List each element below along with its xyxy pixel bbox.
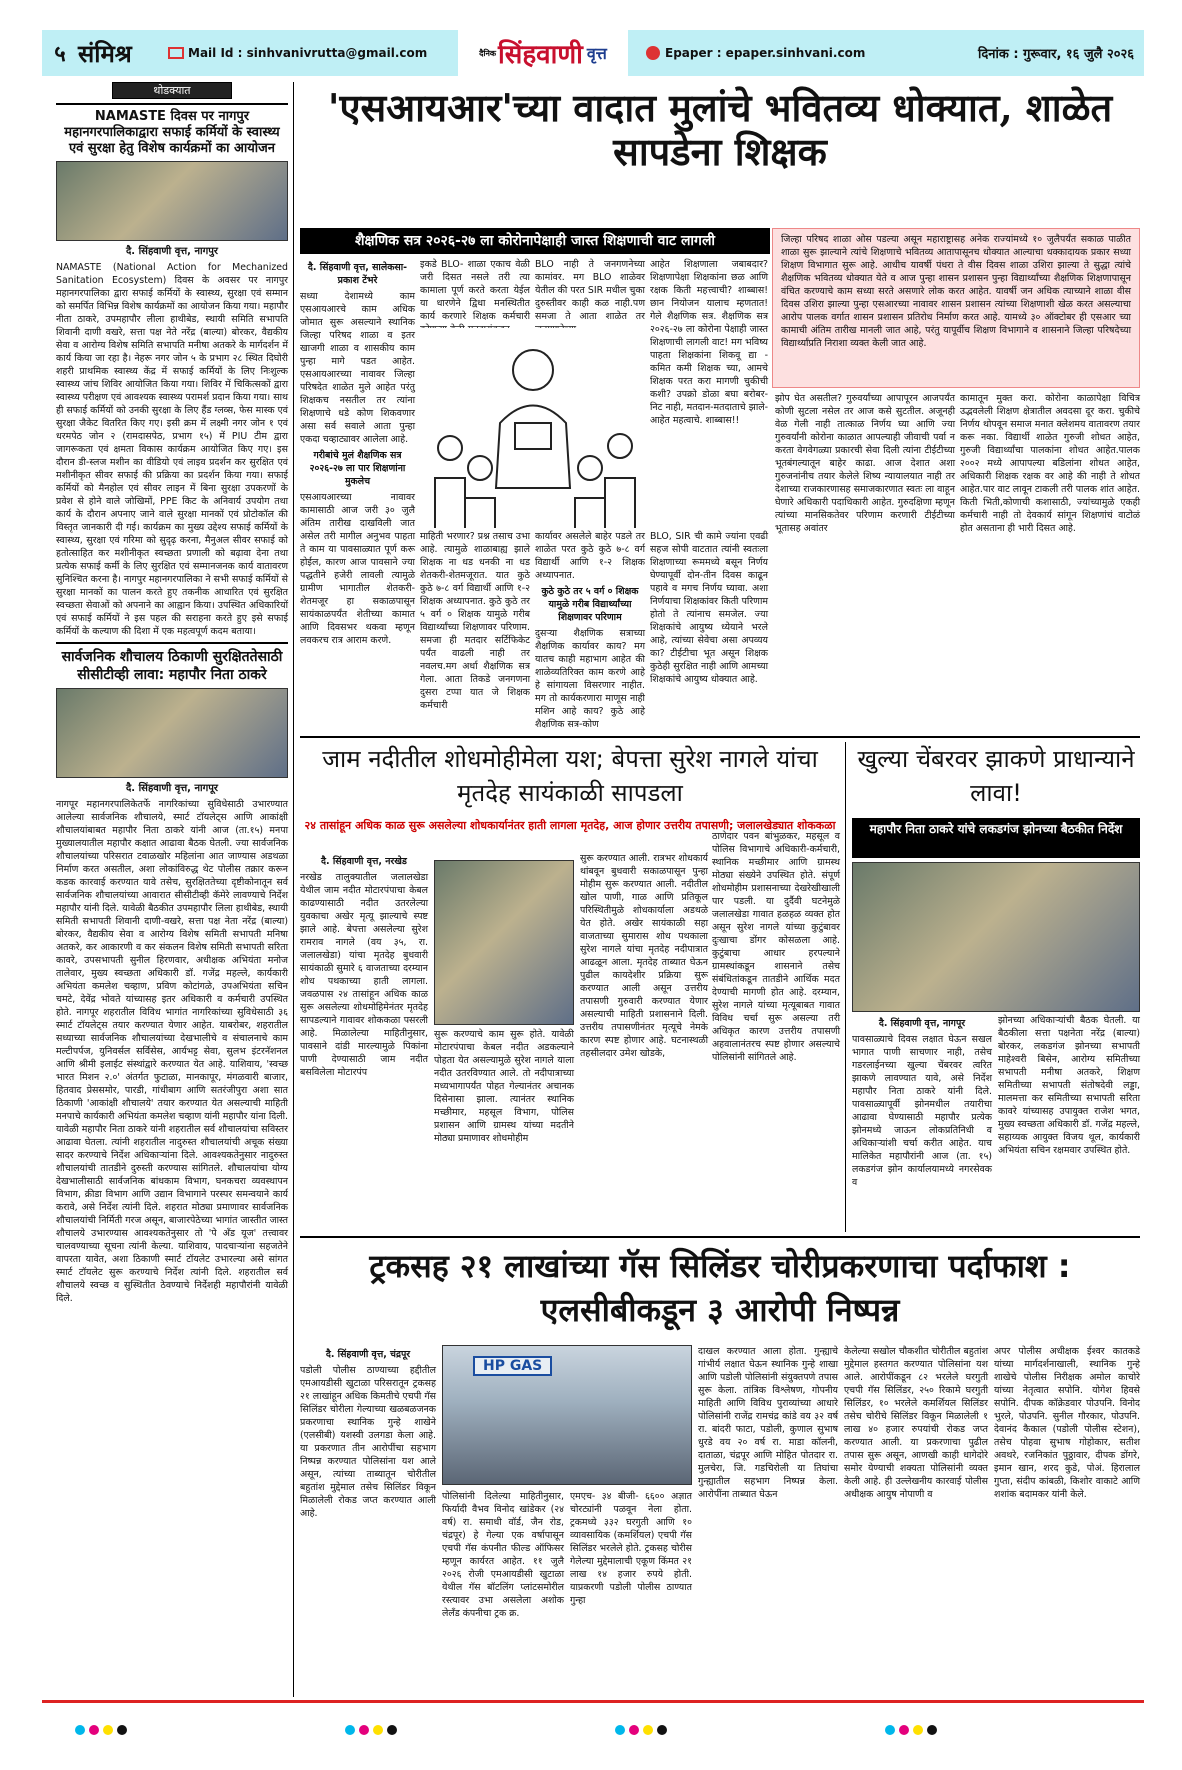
lead-col-4b: BLO, SIR ची कामे ज्यांना एवढी सहज सोपी वाटतात त्यांनी स्वतःला शिक्षणाच्या रूममध्ये बसून निर्णय घेण्यापूर्वी दोन-तीन दिवस काढून पहावे व मगच निर्णय घ्यावा. अशा निर्णयाचा शिक्षकांवर किती परिणाम होतो ते त्यांनाच समजेल. ज्या शिक्षकांचे आयुष्य ध्येयाने भरले आहे, त्यांच्या सेवेचा असा अपव्यय का? टीईटीचा भूत असून शिक्षक कुठेही सुरक्षित नाही आणि आमच्या शिक्षकांचे आयुष्य धोक्यात आहे.	[650, 531, 768, 685]
jam-col-4: ठाणेदार पवन बांभुळकर, महसूल व पोलिस विभागाचे अधिकारी-कर्मचारी, स्थानिक मच्छीमार आणि ग्रामस्थ मोठ्या संख्येने उपस्थित होते. संपूर्ण शोधमोहीम प्रशासनाच्या देखरेखीखाली पार पडली. या दुर्दैवी घटनेमुळे जलालखेडा गावात हळहळ व्यक्त होत असून सुरेश नागले यांच्या कुटुंबावर दुःखाचा डोंगर कोसळला आहे. कुटुंबाचा आधार हरपल्याने ग्रामस्थांकडून शासनाने तसेच संबंधितांकडून तातडीने आर्थिक मदत देण्याची मागणी होत आहे. दरम्यान, सुरेश नागले यांच्या मृत्यूबाबत गावात विविध चर्चा सुरू असल्या तरी अधिकृत कारण उत्तरीय तपासणी अहवालानंतरच स्पष्ट होणार असल्याचे पोलिसांनी सांगितले आहे.	[712, 831, 840, 1063]
column-divider	[845, 742, 846, 1232]
article-text: नरखेड तालुक्यातील जलालखेडा येथील जाम नदीत मोटारपंपाचा केबल काढण्यासाठी नदीत उतरलेल्या युवकाचा अखेर मृत्यू झाल्याचे स्पष्ट झाले आहे. बेपत्ता असलेल्या सुरेश रामराव नागले (वय ३५, रा. जलालखेडा) यांचा मृतदेह बुधवारी सायंकाळी सुमारे ६ वाजताच्या दरम्यान शोध पथकाच्या हाती लागला. जवळपास २४ तासांहून अधिक काळ सुरू असलेल्या शोधमोहिमेनंतर मृतदेह सापडल्याने गावावर शोककळा पसरली आहे. मिळालेल्या माहितीनुसार, पावसाने दांडी मारल्यामुळे पिकांना पाणी देण्यासाठी जाम नदीत बसविलेला मोटारपंप	[300, 872, 428, 1078]
article-text: पडोली पोलीस ठाण्याच्या हद्दीतील एमआयडीसी खुटाळा परिसरातून ट्रकसह २१ लाखांहून अधिक किमतीचे एचपी गॅस सिलिंडर चोरीला गेल्याच्या खळबळजनक प्रकरणाचा स्थानिक गुन्हे शाखेने (एलसीबी) यशस्वी उलगडा केला आहे. या प्रकरणात तीन आरोपींचा सहभाग निष्पन्न करण्यात पोलिसांना यश आले असून, त्यांच्या ताब्यातून चोरीतील बहुतांश मुद्देमाल तसेच सिलिंडर विकून मिळालेली रोकड जप्त करण्यात आली आहे.	[300, 1365, 436, 1519]
kicker: थोडक्यात	[112, 82, 232, 99]
footer-rule	[42, 1700, 1144, 1703]
article-text: पावसाळ्याचे दिवस लक्षात घेऊन सखल भागात पाणी साचणार नाही, तसेच गडरलाईनच्या खुल्या चेंबरवर त्वरित झाकणे लावण्यात यावे, असे निर्देश महापौर निता ठाकरे यांनी दिले. पावसाळ्यापूर्वी झोनमधील तयारीचा आढावा घेण्यासाठी महापौर प्रत्येक झोनमध्ये जाऊन लोकप्रतिनिधी व अधिकाऱ्यांशी चर्चा करीत आहेत. याच मालिकेत महापौरांनी आज (ता. १५) लकडगंज झोन कार्यालयामध्ये नगरसेवक व	[852, 1034, 992, 1188]
article-body: NAMASTE (National Action for Mechanized Sanitation Ecosystem) दिवस के अवसर पर नागपुर महानगरपालिका द्वारा सफाई कर्मियों के स्वास्थ्य, सुरक्षा एवं सम्मान को समर्पित विभिन्न विशेष कार्यक्रमों का आयोजन किया गया। महापौर नीता ठाकरे, उपमहापौर लीला हाथीबेड, स्थायी समिति सभापति शिवानी दाणी वखरे, सत्ता पक्ष नेते नरेंद्र (बाल्या) बोरकर, वैद्यकीय सेवा व आरोग्य विशेष समिति सभापति मनीषा अतकरे के मार्गदर्शन में कार्य किया जा रहा है। नेहरू नगर जोन ५ के प्रभाग २८ स्थित दिघोरी शहरी प्राथमिक स्वास्थ्य केंद्र में सफाई कर्मियों के लिए निःशुल्क स्वास्थ्य जांच शिविर आयोजित किया गया। शिविर में चिकित्सकों द्वारा स्वास्थ्य परीक्षण एवं आवश्यक स्वास्थ्य परामर्श प्रदान किया गया। साथ ही सफाई कर्मियों को उनकी सुरक्षा के लिए हैंड ग्लव्स, फेस मास्क एवं सुरक्षा जैकेट वितरित किए गए। इसी क्रम में लक्ष्मी नगर जोन १ एवं धरमपेठ जोन २ (रामदासपेठ, प्रभाग १५) में PIU टीम द्वारा जागरूकता एवं क्षमता विकास कार्यक्रम आयोजित किए गए। इस दौरान डी-स्लज मशीन का वीडियो एवं लाइव प्रदर्शन कर सुरक्षित एवं मशीनीकृत सीवर सफाई की प्रक्रिया का प्रदर्शन किया गया। सफाई कर्मियों को मैनहोल एवं सीवर लाइन में बिना सुरक्षा उपकरणों के प्रवेश से होने वाले जोखिमों, PPE किट के अनिवार्य उपयोग तथा कार्य के दौरान अपनाए जाने वाले सुरक्षा मानकों एवं प्रोटोकॉल की विस्तृत जानकारी दी गई। कार्यक्रम का मुख्य उद्देश्य सफाई कर्मियों के स्वास्थ्य, सुरक्षा एवं गरिमा को सुदृढ़ करना, मैनुअल सीवर सफाई को हतोत्साहित कर मशीनीकृत स्वच्छता प्रणाली को बढ़ावा देना तथा प्रत्येक सफाई कर्मी के लिए सुरक्षित एवं सम्मानजनक कार्य वातावरण सुनिश्चित करना है। नागपुर महानगरपालिका ने सभी सफाई कर्मियों से सुरक्षा मानकों का पालन करते हुए तकनीक आधारित एवं सुरक्षित स्वच्छता सेवाओं को अपनाने का आह्वान किया। उपस्थित अधिकारियों एवं सफाई कर्मियों ने इस पहल की सराहना करते हुए इसे सफाई कर्मियों के कल्याण की दिशा में एक महत्वपूर्ण कदम बताया।	[56, 262, 288, 637]
byline: दै. सिंहवाणी वृत्त, चंद्रपूर	[325, 1349, 411, 1360]
lead-band: शैक्षणिक सत्र २०२६-२७ ला कोरोनापेक्षाही जास्त शिक्षणाची वाट लागली	[300, 228, 770, 254]
gmail-icon	[168, 47, 184, 59]
lead-headline: 'एसआयआर'च्या वादात मुलांचे भवितव्य धोक्यात, शाळेत सापडेना शिक्षक	[327, 85, 1113, 174]
byline: दै. सिंहवाणी वृत्त, नागपूर	[126, 783, 218, 794]
subhead: कुठे कुठे तर ५ वर्ग ० शिक्षक यामुळे गरीब विद्यार्थ्यांच्या शिक्षणावर परिणाम	[541, 586, 639, 623]
newspaper-logo	[458, 30, 628, 76]
article-text: सध्या देशामध्ये काम एसआयआरचे काम अधिक जोमात सुरू असल्याने स्थानिक जिल्हा परिषद शाळा व इतर खाजगी शाळा व शासकीय काम पुन्हा मागे पडत आहेत. एसआयआरच्या नावावर जिल्हा परिषदेत शाळेत मुले आहेत परंतु शिक्षकच नसतील तर त्यांना शिक्षणाचे धडे कोण शिकवणार असा सर्व सवाले आता पुन्हा एकदा चव्हाट्यावर आलेला आहे.	[300, 291, 415, 445]
photo-zone-meeting	[852, 862, 1140, 1012]
article-body: नागपूर महानगरपालिकेतर्फे नागरिकांच्या सुविधेसाठी उभारण्यात आलेल्या सार्वजनिक शौचालये, स्मार्ट टॉयलेट्स आणि आकांक्षी शौचालयांबाबत महापौर निता ठाकरे यांनी आज (ता.१५) मनपा मुख्यालयातील महापौर कक्षात आढावा बैठक घेतली. ज्या सार्वजनिक शौचालयांच्या परिसरात टवाळखोर महिलांना आत जाण्यास अडथळा निर्माण करत असतील, अशा लोकांविरुद्ध थेट पोलीस तक्रार करून कडक कारवाई करण्यात यावे तसेच, सुरक्षिततेच्या दृष्टीकोनातून सर्व सार्वजनिक शौचालयांच्या आवारात सीसीटीव्ही कॅमेरे लावण्याचे निर्देश महापौर यांनी दिले. यावेळी बैठकीत उपमहापौर लिला हाथीबेड, स्थायी समिती सभापती शिवानी दाणी-वखरे, सत्ता पक्ष नेता नरेंद्र (बाल्या) बोरकर, वैद्यकीय सेवा व आरोग्य विशेष समिती सभापती मनिषा अतकरे, कर आकारणी व कर संकलन विशेष समिती सभापती सरिता कावरे, उपसभापती सुनील हिरणवार, अधीक्षक अभियंता मनोज तालेवार, मुख्य स्वच्छता अधिकारी डॉ. गजेंद्र महल्ले, कार्यकारी अभियंता कमलेश चव्हाण, प्रविण कोटांगळे, उपअभियंता सचिन चमटे, देवेंद्र भोवते यांच्यासह इतर अधिकारी व कर्मचारी उपस्थित होते. नागपूर शहरातील विविध भागांत नागरिकांच्या सुविधेसाठी ३६ स्मार्ट टॉयलेट्स तयार करण्यात येणार आहेत. याबरोबर, शहरातील सध्याच्या सार्वजनिक शौचालयांच्या देखभालीचे व संचालनाचे काम मल्टीपर्पज, युनिवर्सल सर्विसेस, आर्यभट्ट सेवा, सुलभ इंटरनॅशनल आणि श्रीमी इलाईट संस्थांद्वारे करण्यात येत आहे. याशिवाय, 'स्वच्छ भारत मिशन २.०' अंतर्गत फुटाळा, मानकापूर, मंगळवारी बाजार, हितवाद प्रेससमोर, पारडी, गांधीबाग आणि सतरंजीपुरा अशा सात ठिकाणी 'आकांक्षी शौचालये' तयार करण्यात येत असल्याची माहिती मनपाचे कार्यकारी अभियंता कमलेश चव्हाण यांनी महापौर यांना दिली. यावेळी महापौर निता ठाकरे यांनी शहरातील सर्व शौचालयांचा सविस्तर आढावा घेतला. त्यांनी शहरातील नादुरुस्त शौचालयांची अचूक संख्या सादर करण्याचे निर्देश अधिकाऱ्यांना दिले. आवश्यकतेनुसार नादुरुस्त शौचालयांची तातडीने दुरुस्ती करण्यास सांगितले. शौचालयांचा योग्य देखभालीसाठी सार्वजनिक बांधकाम विभाग, घनकचरा व्यवस्थापन विभाग, क्रीडा विभाग आणि उद्यान विभागाने परस्पर समन्वयाने कार्य करावे, असे निर्देश त्यांनी दिले. शहरात मोठ्या प्रमाणावर सार्वजनिक शौचालयांची निर्मिती गरज असून, बाजारपेठेच्या भागांत जास्तीत जास्त शौचालये उभारण्यास आवश्यकतेनुसार तो 'पे अँड यूज' तत्त्वावर चालवण्याच्या सूचना त्यांनी केल्या. याशिवाय, पादचाऱ्यांना सहजतेने वापरता यावेत, अशा ठिकाणी स्मार्ट टॉयलेट उभारल्या असे सांगत स्मार्ट टॉयलेट सुरू करण्याचे निर्देश त्यांनी दिले. शहरातील सर्व शौचालये स्वच्छ व सुस्थितीत ठेवण्याचे निर्देशही महापौरांनी यावेळी दिले.	[56, 799, 288, 1304]
byline: दै. सिंहवाणी वृत्त, सालेकसा-प्रकाश टेंभरे	[307, 262, 408, 286]
epaper-info	[646, 46, 906, 60]
gas-col-5: केलेल्या सखोल चौकशीत चोरीतील बहुतांश मुद्देमाल हस्तगत करण्यात पोलिसांना यश आले. आरोपींकडून ८२ भरलेले घरगुती एचपी गॅस सिलिंडर, २५० रिकामे घरगुती सिलिंडर, १० भरलेले कमर्शियल सिलिंडर तसेच चोरीचे सिलिंडर विकून मिळालेली १ लाख ४० हजार रुपयांची रोकड जप्त करण्यात आली. या प्रकरणाचा पुढील तपास सुरू असून, आणखी काही धागेदोरे समोर येण्याची शक्यता पोलिसांनी व्यक्त केली आहे. ही उल्लेखनीय कारवाई पोलीस अधीक्षक आयुष नोपाणी व	[844, 1346, 988, 1500]
byline: दै. सिंहवाणी वृत्त, नागपूर	[878, 1018, 966, 1029]
section-rule	[300, 736, 1140, 738]
khula-col-1	[852, 1014, 992, 1232]
section-rule	[300, 1236, 1140, 1238]
left-column	[56, 82, 288, 1692]
photo-sanitation-workers	[56, 161, 288, 241]
lead-col-3a: BLO नाही ते जनगणनेच्या कामांवर. मग BLO शाळेवर येतील की परत SIR मधील चुका दुरुस्तीवर काही कळ नाही.पण समजा ते आता शाळेत तर	[535, 259, 645, 322]
gas-col-4: दाखल करण्यात आला होता. गुन्ह्याचे गांभीर्य लक्षात घेऊन स्थानिक गुन्हे शाखा आणि पडोली पोलिसांनी संयुक्तपणे तपास सुरू केला. तांत्रिक विश्लेषण, गोपनीय माहिती आणि विविध पुराव्यांच्या आधारे पोलिसांनी राजेंद्र रामचंद्र कांडे वय ३२ वर्ष रा. बांदरी फाटा, पडोली, कुणाल सुभाष धुरडे वय २० वर्ष रा. माडा कॉलनी, दाताळा, चंद्रपूर आणि मोहित पोतदार रा. मुलचेरा, जि. गडचिरोली या तिघांचा गुन्ह्यातील सहभाग निष्पन्न केला. आरोपींना ताब्यात घेऊन	[698, 1346, 838, 1500]
jam-col-3: सुरू करण्यात आली. रात्रभर शोधकार्य थांबवून बुधवारी सकाळपासून पुन्हा मोहीम सुरू करण्यात आली. नदीतील खोल पाणी, गाळ आणि प्रतिकूल परिस्थितीमुळे शोधकार्याला अडथळे येत होते. अखेर सायंकाळी सहा वाजताच्या सुमारास शोध पथकाला सुरेश नागले यांचा मृतदेह नदीपात्रात आढळून आला. मृतदेह ताब्यात घेऊन पुढील कायदेशीर प्रक्रिया सुरू करण्यात आली असून उत्तरीय तपासणी गुरुवारी करण्यात येणार असल्याची माहिती प्रशासनाने दिली. उत्तरीय तपासणीनंतर मृत्यूचे नेमके कारण स्पष्ट होणार आहे. घटनास्थळी तहसीलदार उमेश खोडके,	[580, 853, 708, 1059]
khula-col-2: झोनच्या अधिकाऱ्यांची बैठक घेतली. या बैठकीला सत्ता पक्षनेता नरेंद्र (बाल्या) बोरकर, लकडगंज झोनच्या सभापती माहेश्वरी बिसेन, आरोग्य समितीच्या सभापती मनीषा अतकरे, शिक्षण समितीच्या सभापती संतोषदेवी लड्डा, मालमत्ता कर समितीच्या सभापती सरिता कावरे यांच्यासह उपायुक्त राजेश भगत, मुख्य स्वच्छता अधिकारी डॉ. गजेंद्र महल्ले, सहाय्यक आयुक्त विजय थूल, कार्यकारी अभियंता सचिन रक्षमवार उपस्थित होते.	[998, 1015, 1140, 1156]
photo-suresh-nagle	[434, 860, 574, 1025]
logo-small: दैनिक	[479, 47, 497, 58]
article-text: कार्यावर असलेले बाहेर पडले तर शाळेत परत कुठे कुठे ७-८ वर्ग विद्यार्थी आणि १-२ शिक्षक अध्यापनात.	[535, 531, 645, 581]
lead-col-2b: माहिती भरणार? प्रश्न तसाच उभा आहे. त्यामुळे शाळाबाह्य झाले शिक्षक ना धड धनकी ना धड शेतकरी-शेतमजूरात. यात कुठे कुठे ७-८ वर्ग विद्यार्थी आणि १-२ शिक्षक अध्यापनात. कुठे कुठे तर ५ वर्ग ० शिक्षक यामुळे गरीब विद्यार्थ्यांच्या शिक्षणावर परिणाम. समजा ही मतदार सर्टिफिकेट पर्यंत वाढली नाही तर नवलच.मग अर्धा शैक्षणिक सत्र गेला. आता तिकडे जनगणना दुसरा टप्पा यात जे शिक्षक कर्मचारी	[420, 531, 530, 711]
photo-mayor-meeting	[56, 688, 288, 778]
gas-col-6: अपर पोलीस अधीक्षक ईश्वर कातकडे यांच्या मार्गदर्शनाखाली, स्थानिक गुन्हे शाखेचे पोलीस निरीक्षक अमोल काचोरे यांच्या नेतृत्वात सपोनि. योगेश हिवसे सपोनि. दीपक कॉक्रेडवार पोउपनि. विनोद भुरले, पोउपनि. सुनील गौरकार, पोउपनि. देवानंद कैकाल (पडोली पोलीस स्टेशन), तसेच पोहवा सुभाष गोहोकार, सतीश अवथरे, रजनिकांत पुठ्ठावार, दीपक डोंगरे, इमान खान, शरद कुडे, पोअं. हिरालाल गुप्ता, संदीप कांबळी, किशोर वाकाटे आणि शशांक बदामकर यांनी केले.	[994, 1346, 1140, 1500]
jam-subhead: २४ तासांहून अधिक काळ सुरू असलेल्या शोधकार्यानंतर हाती लागला मृतदेह, आज होणार उत्तरीय तपासणी; जलालखेड्यात शोककळा	[304, 819, 836, 832]
khula-headline: खुल्या चेंबरवर झाकणे प्राधान्याने लावा!	[857, 745, 1135, 807]
section-title: संमिश्र	[78, 39, 132, 68]
column-divider	[293, 82, 294, 1697]
mail-text: Mail Id : sinhvanivrutta@gmail.com	[188, 46, 428, 60]
khula-band: महापौर निता ठाकरे यांचे लकडगंज झोनच्या बैठकीत निर्देश	[852, 818, 1140, 858]
byline: दै. सिंहवाणी वृत्त, नागपुर	[126, 246, 218, 257]
gas-col-1	[300, 1345, 436, 1690]
issue-date: दिनांक : गुरूवार, १६ जुलै २०२६	[978, 47, 1134, 62]
teacher-illustration	[420, 328, 646, 528]
lead-col-6: कामातून मुक्त करा. कोरोना काळापेक्षा विचित्र उद्भवलेली शिक्षण क्षेत्रातील अवदसा दूर करा. चुकीचे निर्णय थोपवून समाज मनात क्लेशमय वातावरण तयार करू नका. विद्यार्थी शाळेत गुरुजी शोधत आहेत, गुरुजी विद्यार्थ्यांचा पालकांना शोधत आहेत.पालक २००२ मध्ये आपापल्या बडिलांना शोधत आहेत, अधिकारी शिक्षक रक्षक वर आहे की नाही ते शोधत आहेत.पार वाट लावून टाकली तरी पालक शांत आहेत. किती भिती,कोणाची कशासाठी, ज्यांच्यामुळे एकही कर्मचारी नाही तो देवकार्य सांगून शिक्षणांचं वाटोळं होत असताना ही भारी दिसत आहे.	[960, 393, 1140, 534]
lead-col-1	[300, 258, 415, 658]
lead-col-3b	[535, 530, 645, 730]
article-headline: NAMASTE दिवस पर नागपुर महानगरपालिकाद्वारा सफाई कर्मियों के स्वास्थ्य एवं सुरक्षा हेतु विशेष कार्यक्रमों का आयोजन	[64, 109, 280, 156]
jam-col-1	[300, 852, 428, 1232]
masthead	[42, 30, 1144, 76]
jam-col-2: सुरू करण्याचे काम सुरू होते. यावेळी मोटारपंपाचा केबल नदीत अडकल्याने पोहता येत असल्यामुळे सुरेश नागले याला नदीत उतरविण्यात आले. तो नदीपात्राच्या मध्यभागापर्यंत पोहत गेल्यानंतर अचानक दिसेनासा झाला. त्यानंतर स्थानिक मच्छीमार, महसूल विभाग, पोलिस प्रशासन आणि ग्रामस्थ यांच्या मदतीने मोठ्या प्रमाणावर शोधमोहीम	[434, 1029, 574, 1144]
epaper-text: Epaper : epaper.sinhvani.com	[665, 46, 866, 60]
gas-headline: ट्रकसह २१ लाखांच्या गॅस सिलिंडर चोरीप्रकरणाचा पर्दाफाश : एलसीबीकडून ३ आरोपी निष्पन्न	[369, 1247, 1071, 1329]
article-text: दुसऱ्या शैक्षणिक सत्राच्या शैक्षणिक कार्यावर काय? मग यातच काही महाभाग आहेत की शाळेव्यतिरिक्त काम करणे आहे हे सांगायला विसरणार नाहीत. मग तो कार्यकरणारा माणूस नाही मशिन आहे काय? कुठे आहे शैक्षणिक सत्र-कोण	[535, 628, 645, 730]
registration-marks	[60, 1722, 1120, 1738]
lead-col-2a: इकडे BLO- शाळा एकाच वेळी जरी दिसत नसले तरी त्या कामाला पूर्ण करते करता येईल या धारणेने द्विधा मनस्थितीत कार्य करणारे शिक्षक कर्मचारी	[420, 259, 530, 322]
epaper-icon	[646, 46, 660, 60]
lead-col-4a: आहेत शिक्षणाला जबाबदार? शिक्षणापेक्षा शिक्षकांना छळ आणि रक्षक किती महत्त्वाची? शाब्बास! छान नियोजन यालाच म्हणतात! गेले शैक्षणिक सत्र. शैक्षणिक सत्र २०२६-२७ ला कोरोना पेक्षाही जास्त शिक्षणाची लागली वाट! मग भविष्य पाहता शिक्षकांना शिकवू द्या - कमित कमी शिक्षक च्या, आमचे शिक्षक परत करा मागणी चुकीची कशी? उपक्रो डोळा बघा बरोबर- निट नाही, मतदान-मतदाताचे झाले-आहेत महत्वाचे. शाब्बास!!	[650, 259, 768, 426]
photo-sign: HP GAS	[473, 1356, 552, 1376]
jam-headline: जाम नदीतील शोधमोहीमेला यश; बेपत्ता सुरेश नागले यांचा मृतदेह सायंकाळी सापडला	[322, 745, 818, 807]
logo-text-2: वृत्त	[586, 44, 607, 63]
lead-col-5: झोप घेत असतील? गुरुवर्यांच्या आपापूरन आजपर्यंत कोणी सुटला नसेल तर आज कसे सुटतील. अजूनही वेळ गेली नाही तात्काळ निर्णय घ्या आणि ज्या गुरुवर्यांनी कोरोना काळात आपल्याही जीवाची पर्वा न करता वेगवेगळ्या प्रकारची सेवा दिली त्यांना टीईटीच्या भूतबंगल्यातून बाहेर काढा. आज देशात अशा गुरुजनांनीच तयार केलेले शिष्य न्यायालयात नाही तर देशाच्या राजकारणासह समाजकारणात स्वतः ला वाहून घेणारे अधिकारी पदाधिकारी आहेत. गुरुदक्षिणा म्हणून त्यांच्या मानसिकतेवर परिणाम करणारी टीईटीच्या भूतासह अवांतर	[775, 393, 955, 534]
logo-text: सिंहवाणी	[498, 40, 583, 70]
gas-col-3: एमएच- ३४ बीजी- ६६०० अज्ञात चोरट्यांनी पळवून नेला होता. ट्रकमध्ये ३३२ घरगुती आणि १० व्यावसायिक (कमर्शियल) एचपी गॅस सिलिंडर भरलेले होते. ट्रकसह चोरीस गेलेल्या मुद्देमालाची एकूण किंमत २१ लाख १४ हजार रुपये होती. याप्रकरणी पडोली पोलीस ठाण्यात गुन्हा	[570, 1491, 692, 1606]
article-text: एसआयआरच्या नावावर कामासाठी आज जरी ३० जुलै अंतिम तारीख दाखविली जात असेल तरी मागील अनुभव पाहता ते काम या पावसाळ्यात पूर्ण करू होईल, कारण आज पावसाने ज्या पद्धतीने हजेरी लावली त्यामुळे ग्रामीण भागातील शेतकरी-शेतमजूर हा सकाळपासून सायंकाळपर्यंत शेतीच्या कामात आणि दिवसभर थकवा म्हणून लवकरच रात्र आराम करणे.	[300, 492, 415, 646]
subhead: गरीबांचे मुलं शैक्षणिक सत्र २०२६-२७ ला पार शिक्षणांना मुकलेच	[309, 450, 406, 487]
photo-recovered-cylinders	[442, 1345, 692, 1485]
mail-info	[168, 46, 458, 60]
byline: दै. सिंहवाणी वृत्त, नरखेड	[321, 856, 407, 867]
gas-col-2: पोलिसांनी दिलेल्या माहितीनुसार, फिर्यादी वैभव विनोद खांडेकर (२४ वर्ष) रा. समाधी वॉर्ड, जैन रोड, चंद्रपूर) हे गेल्या एक वर्षापासून एचपी गॅस कंपनीत फील्ड ऑफिसर म्हणून कार्यरत आहेत. ११ जुलै २०२६ रोजी एमआयडीसी खुटाळा येथील गॅस बॉटलिंग प्लांटसमोरील रस्त्यावर उभा असलेला अशोक लेलँड कंपनीचा ट्रक क्र.	[442, 1491, 564, 1619]
lead-box: जिल्हा परिषद शाळा ओस पडल्या असून महाराष्ट्रासह अनेक राज्यांमध्ये १० जुलैपर्यंत सकाळ पाळीत शाळा सुरू झाल्याने त्यांचे शिक्षणाचे भवितव्य आतापासूनच धोक्यात आल्याचा धक्कादायक प्रकार सध्या शिक्षण विभागात सुरू आहे. आधीच यावर्षी पंधरा ते वीस दिवस शाळा उशिरा झाल्या ते सुद्धा त्यांचे शैक्षणिक भवितव्य धोक्यात येते व आज पुन्हा शासन प्रशासन पुन्हा विद्यार्थ्यांच्या शैक्षणिक शिक्षणापासून वंचित करण्याचे काम सध्या सरते असणारे लोक करत आहेत. यावर्षी जन अधिक त्याच्याने शाळा वीस दिवस उशिरा झाल्या पुन्हा एसआरच्या नावावर शासन प्रशासन त्यांच्या शिक्षणाशी खेळ करत असल्याचा आरोप पालक वर्गात शासन प्रशासन प्रतिरोध निर्माण करत आहे. यामध्ये ३० ऑक्टोबर ही एसआर च्या कामाची अंतिम तारीख मानली जात आहे, परंतु यापूर्वीच शिक्षण विभागाने व शासनाने जिल्हा परिषदेच्या विद्यार्थ्यांप्रति निराशा व्यक्त केली जात आहे.	[772, 228, 1140, 388]
page-number: ५	[54, 42, 66, 67]
article-headline: सार्वजनिक शौचालय ठिकाणी सुरक्षिततेसाठी सीसीटीव्ही लावा: महापौर निता ठाकरे	[61, 649, 283, 683]
